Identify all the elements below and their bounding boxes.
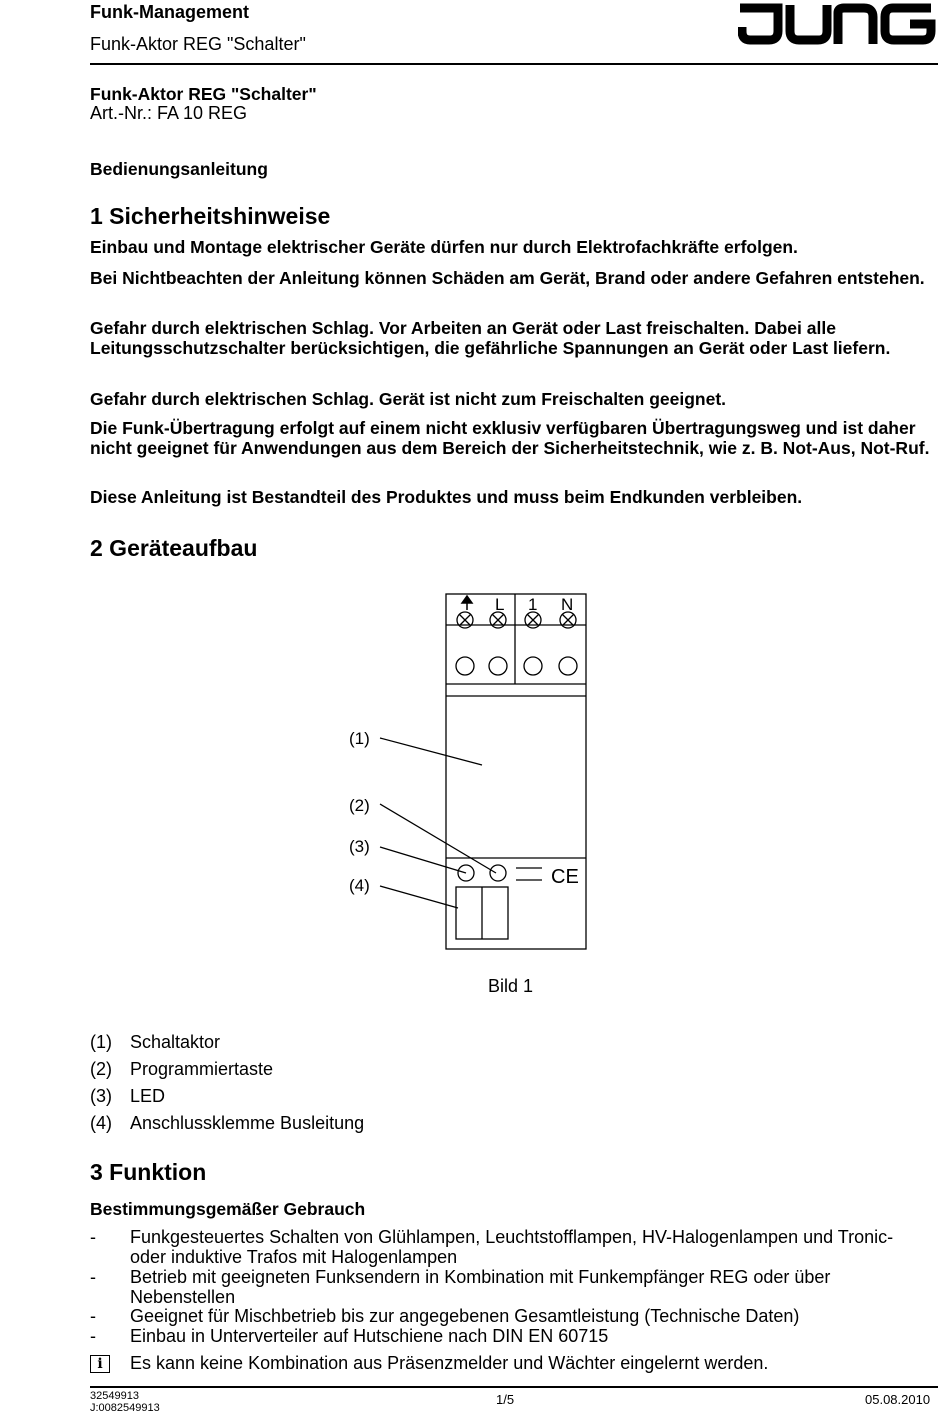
bullet-text: Betrieb mit geeigneten Funksendern in Kombination mit Funkempfänger REG oder über Nebenstellen: [130, 1267, 831, 1307]
safety-paragraph: Die Funk-Übertragung erfolgt auf einem nicht exklusiv verfügbaren Übertragungsweg und ist daher nicht geeignet für Anwendungen aus dem Bereich der Sicherheitstechnik, wie z. B. Not-Aus, Not-Ruf.: [90, 418, 930, 458]
product-name: Funk-Aktor REG "Schalter": [90, 84, 317, 104]
footer-date: 05.08.2010: [865, 1392, 931, 1407]
footer-doc-number: 32549913: [90, 1390, 139, 1402]
figure-caption: Bild 1: [488, 976, 534, 996]
bullet-marker: -: [90, 1306, 96, 1326]
safety-paragraph: Einbau und Montage elektrischer Geräte dürfen nur durch Elektrofachkräfte erfolgen.: [90, 237, 798, 257]
bullet-text: Funkgesteuertes Schalten von Glühlampen, Leuchtstofflampen, HV-Halogenlampen und Tronic- oder induktive Trafos mit Halogenlampen: [130, 1227, 894, 1267]
header-rule: [90, 63, 938, 65]
section-2-title: 2 Geräteaufbau: [90, 535, 258, 561]
ce-mark: CE: [551, 866, 579, 888]
footer-rule: [90, 1386, 938, 1388]
terminal-label: 1: [528, 595, 538, 614]
jung-logo: [738, 3, 938, 45]
callout-label: (3): [349, 837, 370, 856]
device-diagram: [340, 590, 600, 955]
section-1-title: 1 Sicherheitshinweise: [90, 203, 331, 229]
header-title: Funk-Management: [90, 2, 250, 22]
header-subtitle: Funk-Aktor REG "Schalter": [90, 34, 306, 54]
legend-number: (1): [90, 1032, 112, 1052]
callout-label: (4): [349, 876, 370, 895]
footer-j-number: J:0082549913: [90, 1402, 160, 1414]
callout-label: (1): [349, 729, 370, 748]
section-3-title: 3 Funktion: [90, 1159, 207, 1185]
info-note: Es kann keine Kombination aus Präsenzmelder und Wächter eingelernt werden.: [130, 1353, 769, 1373]
info-icon: i: [90, 1355, 110, 1373]
terminal-label: N: [561, 595, 574, 614]
safety-paragraph: Gefahr durch elektrischen Schlag. Gerät ist nicht zum Freischalten geeignet.: [90, 389, 727, 409]
terminal-label: L: [495, 595, 505, 614]
legend-number: (3): [90, 1086, 112, 1106]
manual-title: Bedienungsanleitung: [90, 159, 268, 179]
bullet-marker: -: [90, 1267, 96, 1287]
legend-text: Programmiertaste: [130, 1059, 274, 1079]
footer-page: 1/5: [496, 1392, 515, 1407]
earth-icon: [462, 596, 472, 610]
safety-paragraph: Diese Anleitung ist Bestandteil des Produktes und muss beim Endkunden verbleiben.: [90, 487, 803, 507]
bullet-text: Einbau in Unterverteiler auf Hutschiene nach DIN EN 60715: [130, 1326, 609, 1346]
safety-paragraph: Gefahr durch elektrischen Schlag. Vor Arbeiten an Gerät oder Last freischalten. Dabei alle Leitungsschutzschalter berücksichtigen, die gefährliche Spannungen an Gerät oder Last liefern.: [90, 318, 891, 358]
bullet-marker: -: [90, 1326, 96, 1346]
callout-label: (2): [349, 796, 370, 815]
safety-paragraph: Bei Nichtbeachten der Anleitung können Schäden am Gerät, Brand oder andere Gefahren entstehen.: [90, 268, 925, 288]
legend-text: LED: [130, 1086, 166, 1106]
bullet-marker: -: [90, 1227, 96, 1247]
bullet-text: Geeignet für Mischbetrieb bis zur angegebenen Gesamtleistung (Technische Daten): [130, 1306, 800, 1326]
legend-text: Schaltaktor: [130, 1032, 221, 1052]
legend-number: (2): [90, 1059, 112, 1079]
legend-text: Anschlussklemme Busleitung: [130, 1113, 365, 1133]
legend-number: (4): [90, 1113, 112, 1133]
article-number: Art.-Nr.: FA 10 REG: [90, 103, 248, 123]
section-3-subtitle: Bestimmungsgemäßer Gebrauch: [90, 1199, 366, 1219]
